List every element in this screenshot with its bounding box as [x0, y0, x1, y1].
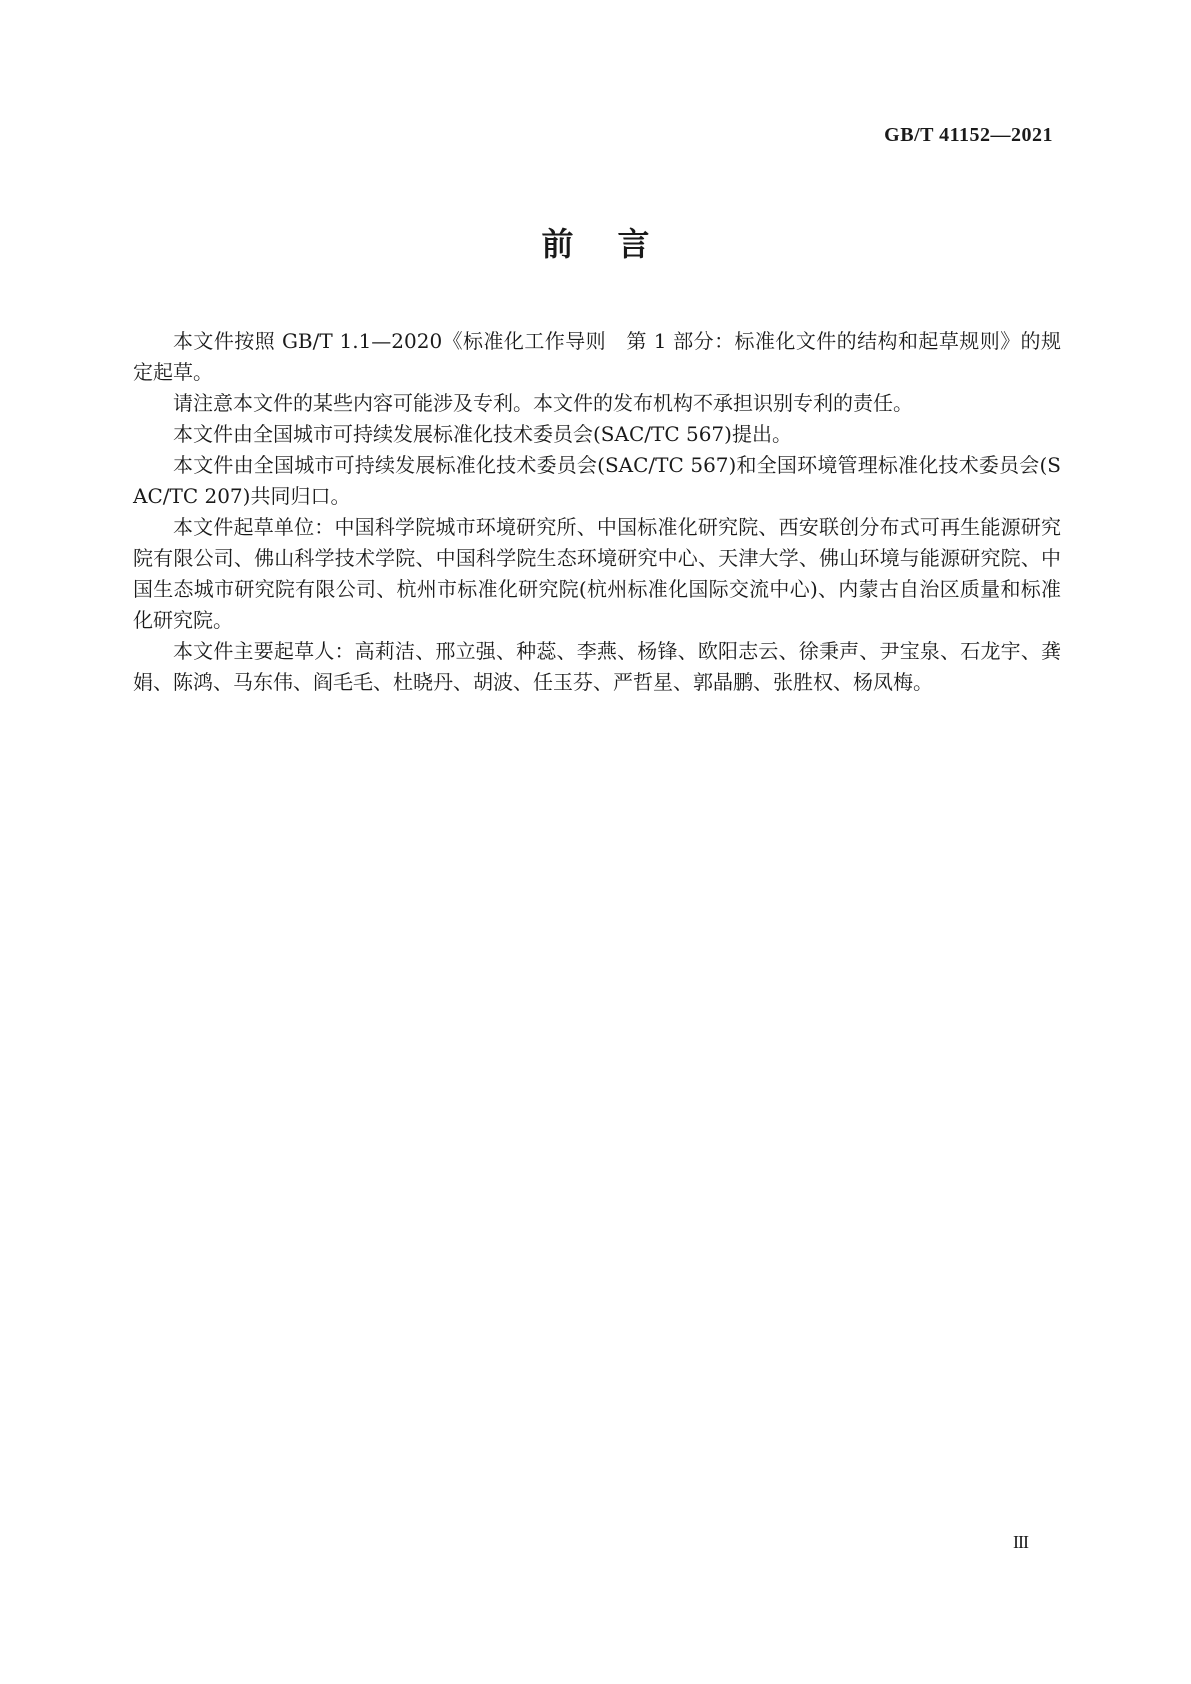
- page-title: 前言: [541, 225, 694, 263]
- paragraph-drafting-organizations: 本文件起草单位：中国科学院城市环境研究所、中国标准化研究院、西安联创分布式可再生能源研究院有限公司、佛山科学技术学院、中国科学院生态环境研究中心、天津大学、佛山环境与能源研究院、中国生态城市研究院有限公司、杭州市标准化研究院(杭州标准化国际交流中心)、内蒙古自治区质量和标准化研究院。: [133, 515, 1061, 632]
- document-number: GB/T 41152—2021: [884, 124, 1053, 146]
- foreword-body: [133, 326, 1061, 698]
- paragraph-patent-notice: 请注意本文件的某些内容可能涉及专利。本文件的发布机构不承担识别专利的责任。: [173, 391, 913, 415]
- paragraph-main-drafters: 本文件主要起草人：高莉洁、邢立强、种蕊、李燕、杨锋、欧阳志云、徐秉声、尹宝泉、石龙宇、龚娟、陈鸿、马东伟、阎毛毛、杜晓丹、胡波、任玉芬、严哲星、郭晶鹏、张胜权、杨凤梅。: [133, 639, 1061, 694]
- paragraph-drafting-rules: 本文件按照 GB/T 1.1—2020《标准化工作导则 第 1 部分：标准化文件的结构和起草规则》的规定起草。: [133, 329, 1061, 384]
- page-number: III: [1013, 1532, 1028, 1552]
- paragraph-centralized-management: 本文件由全国城市可持续发展标准化技术委员会(SAC/TC 567)和全国环境管理标准化技术委员会(SAC/TC 207)共同归口。: [133, 453, 1061, 508]
- paragraph-proposer: 本文件由全国城市可持续发展标准化技术委员会(SAC/TC 567)提出。: [173, 422, 792, 446]
